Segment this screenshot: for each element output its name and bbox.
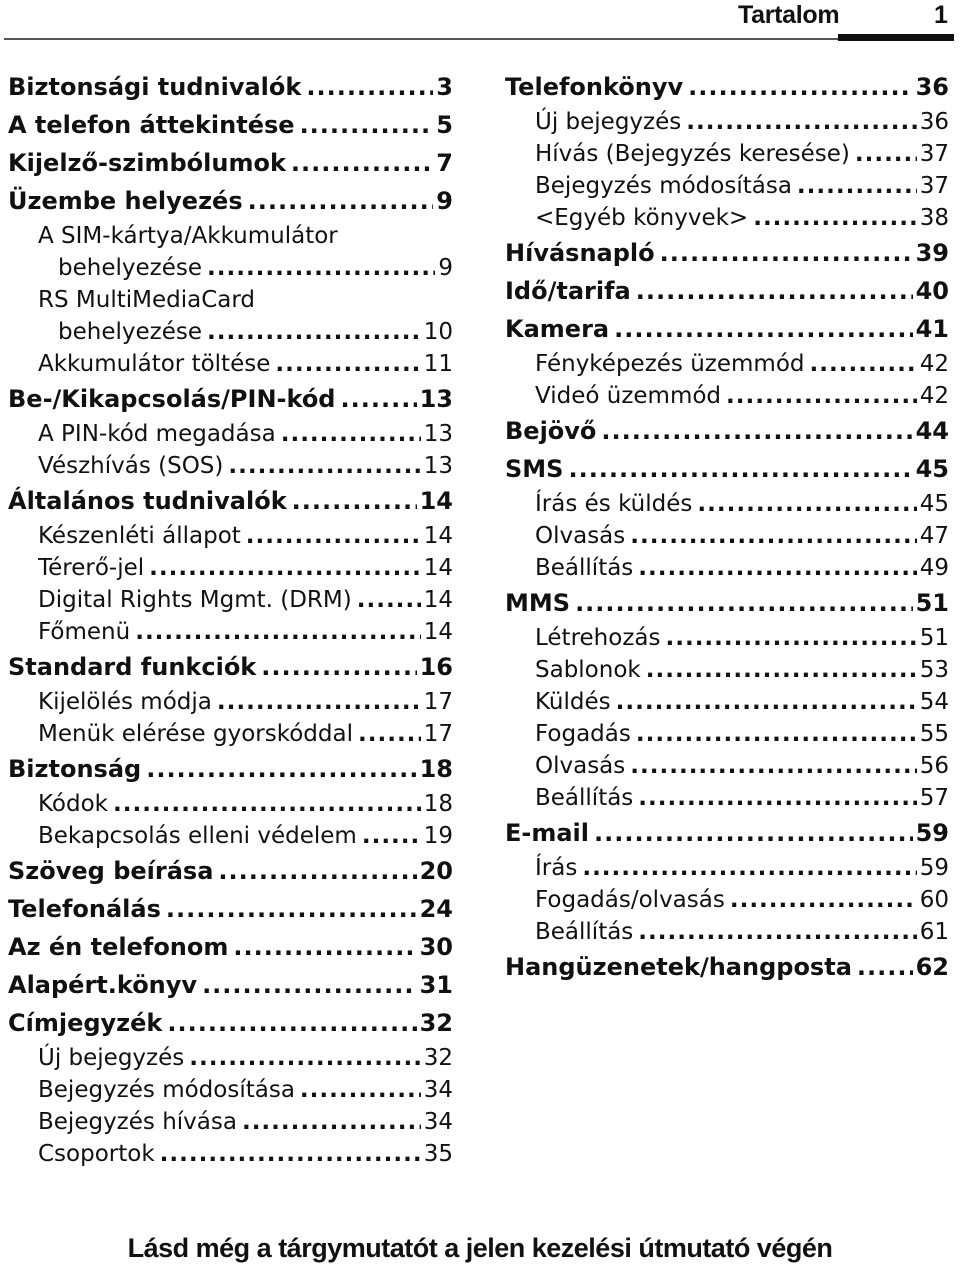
dot-leader <box>638 916 916 948</box>
toc-entry[interactable] <box>8 182 453 220</box>
toc-entry[interactable] <box>505 310 949 348</box>
dot-leader <box>594 814 913 852</box>
toc-entry[interactable] <box>8 68 453 106</box>
dot-leader <box>300 1074 421 1106</box>
toc-page-number: 57 <box>919 785 949 811</box>
toc-entry[interactable] <box>8 750 453 788</box>
toc-page-number: 16 <box>419 653 453 681</box>
toc-entry-title: Küldés <box>535 689 611 715</box>
toc-entry-title: MMS <box>505 589 571 617</box>
dot-leader <box>275 348 420 380</box>
toc-page-number: 11 <box>423 351 453 377</box>
dot-leader <box>686 106 916 138</box>
toc-page-number: 36 <box>919 109 949 135</box>
section-title: Tartalom <box>738 1 840 29</box>
dot-leader <box>797 170 917 202</box>
dot-leader <box>149 552 421 584</box>
dot-leader <box>340 380 416 418</box>
toc-entry[interactable] <box>8 648 453 686</box>
dot-leader <box>616 686 917 718</box>
toc-entry[interactable] <box>8 890 453 928</box>
toc-entry-title: Menük elérése gyorskóddal <box>38 721 353 747</box>
toc-page-number: 9 <box>436 187 453 215</box>
toc-entry[interactable] <box>8 852 453 890</box>
toc-entry-title: Üzembe helyezés <box>8 187 243 215</box>
toc-page-number: 53 <box>919 657 949 683</box>
toc-page-number: 42 <box>919 383 949 409</box>
toc-entry-title: Sablonok <box>535 657 641 683</box>
toc-entry-title: Hívás (Bejegyzés keresése) <box>535 141 850 167</box>
toc-entry-title: SMS <box>505 455 564 483</box>
toc-entry-title: Biztonsági tudnivalók <box>8 73 302 101</box>
toc-page-number: 60 <box>919 887 949 913</box>
dot-leader <box>575 584 913 622</box>
dot-leader <box>726 380 917 412</box>
toc-entry[interactable] <box>505 814 949 852</box>
dot-leader <box>688 68 912 106</box>
dot-leader <box>167 1004 416 1042</box>
dot-leader <box>135 616 421 648</box>
toc-entry[interactable] <box>8 616 453 648</box>
dot-leader <box>855 138 917 170</box>
toc-entry-title: Telefonálás <box>8 895 161 923</box>
toc-page-number: 56 <box>919 753 949 779</box>
toc-entry[interactable] <box>505 450 949 488</box>
toc-page-number: 31 <box>419 971 453 999</box>
toc-entry-title: Bejegyzés módosítása <box>535 173 792 199</box>
dot-leader <box>753 202 917 234</box>
index-reference-note: Lásd még a tárgymutatót a jelen kezelési útmutató végén <box>127 1233 833 1263</box>
toc-page-number: 36 <box>915 73 949 101</box>
toc-entry[interactable] <box>8 820 453 852</box>
toc-entry[interactable] <box>505 234 949 272</box>
dot-leader <box>261 648 416 686</box>
toc-page-number: 3 <box>436 73 453 101</box>
toc-page-number: 51 <box>915 589 949 617</box>
toc-entry-title: Új bejegyzés <box>38 1045 185 1071</box>
toc-entry[interactable] <box>505 622 949 654</box>
toc-page-number: 10 <box>423 319 453 345</box>
toc-entry-title: <Egyéb könyvek> <box>535 205 749 231</box>
toc-entry-title: Létrehozás <box>535 625 661 651</box>
toc-entry-title: Olvasás <box>535 753 626 779</box>
dot-leader <box>568 450 912 488</box>
toc-page-number: 14 <box>423 555 453 581</box>
dot-leader <box>217 686 421 718</box>
toc-entry-title: Szöveg beírása <box>8 857 214 885</box>
toc-entry-title: Olvasás <box>535 523 626 549</box>
toc-entry[interactable] <box>505 106 949 138</box>
toc-entry[interactable] <box>8 1106 453 1138</box>
dot-leader <box>660 234 913 272</box>
toc-entry[interactable] <box>8 686 453 718</box>
dot-leader <box>202 966 417 1004</box>
toc-page-number: 34 <box>423 1109 453 1135</box>
toc-entry[interactable] <box>8 450 453 482</box>
toc-page-number: 13 <box>423 453 453 479</box>
toc-left-column <box>8 68 453 1170</box>
toc-page-number: 13 <box>423 421 453 447</box>
dot-leader <box>207 316 421 348</box>
dot-leader <box>207 252 435 284</box>
dot-leader <box>636 718 917 750</box>
toc-page-number: 14 <box>423 587 453 613</box>
toc-entry-title: Fogadás/olvasás <box>535 887 725 913</box>
toc-page-number: 17 <box>423 721 453 747</box>
toc-entry-title: Új bejegyzés <box>535 109 682 135</box>
toc-entry[interactable] <box>8 380 453 418</box>
dot-leader <box>246 520 421 552</box>
toc-entry-title: Hangüzenetek/hangposta <box>505 953 852 981</box>
toc-entry[interactable] <box>505 68 949 106</box>
toc-entry-title: Akkumulátor töltése <box>38 351 271 377</box>
toc-entry[interactable] <box>8 928 453 966</box>
toc-page-number: 14 <box>423 619 453 645</box>
toc-page-number: 19 <box>423 823 453 849</box>
dot-leader <box>665 622 916 654</box>
toc-entry-title: RS MultiMediaCard <box>38 287 255 313</box>
toc-page-number: 55 <box>919 721 949 747</box>
toc-page-number: 39 <box>915 239 949 267</box>
toc-page-number: 62 <box>915 953 949 981</box>
toc-entry[interactable] <box>505 138 949 170</box>
dot-leader <box>697 488 916 520</box>
toc-page-number: 38 <box>919 205 949 231</box>
toc-entry[interactable] <box>505 552 949 584</box>
toc-entry-title: Kódok <box>38 791 108 817</box>
toc-entry[interactable] <box>8 552 453 584</box>
toc-page-number: 47 <box>919 523 949 549</box>
toc-entry-title: Bejegyzés módosítása <box>38 1077 295 1103</box>
dot-leader <box>630 520 916 552</box>
dot-leader <box>160 1138 421 1170</box>
toc-entry[interactable] <box>505 686 949 718</box>
dot-leader <box>281 418 421 450</box>
toc-entry-title: Kijelző-szimbólumok <box>8 149 286 177</box>
toc-entry-title: Főmenü <box>38 619 131 645</box>
toc-page-number: 49 <box>919 555 949 581</box>
dot-leader <box>638 782 916 814</box>
toc-entry[interactable] <box>8 1042 453 1074</box>
toc-page-number: 34 <box>423 1077 453 1103</box>
dot-leader <box>218 852 416 890</box>
toc-entry-title: Térerő-jel <box>38 555 145 581</box>
header-rule-accent <box>838 34 954 41</box>
dot-leader <box>857 948 913 986</box>
dot-leader <box>646 654 917 686</box>
toc-page-number: 54 <box>919 689 949 715</box>
dot-leader <box>358 718 421 750</box>
toc-entry[interactable] <box>505 202 949 234</box>
toc-entry[interactable] <box>505 948 949 986</box>
toc-page-number: 13 <box>419 385 453 413</box>
toc-entry[interactable] <box>505 520 949 552</box>
toc-page-number: 59 <box>915 819 949 847</box>
toc-entry[interactable] <box>8 252 453 284</box>
dot-leader <box>630 750 916 782</box>
dot-leader <box>730 884 917 916</box>
toc-entry-title: Írás <box>535 855 578 881</box>
toc-page-number: 32 <box>423 1045 453 1071</box>
toc-page-number: 51 <box>919 625 949 651</box>
toc-entry-title: Be-/Kikapcsolás/PIN-kód <box>8 385 336 413</box>
dot-leader <box>292 482 417 520</box>
toc-entry-title: A PIN-kód megadása <box>38 421 276 447</box>
dot-leader <box>601 412 912 450</box>
toc-page-number: 59 <box>919 855 949 881</box>
toc-entry-title: Beállítás <box>535 785 634 811</box>
toc-entry[interactable] <box>8 482 453 520</box>
toc-entry-title: Standard funkciók <box>8 653 257 681</box>
toc-page-number: 35 <box>423 1141 453 1167</box>
toc-entry[interactable] <box>8 284 453 316</box>
toc-entry[interactable] <box>505 852 949 884</box>
toc-page-number: 9 <box>438 255 453 281</box>
toc-entry[interactable] <box>8 584 453 616</box>
toc-page-number: 45 <box>919 491 949 517</box>
toc-page-number: 7 <box>436 149 453 177</box>
dot-leader <box>146 750 416 788</box>
toc-entry[interactable] <box>505 916 949 948</box>
toc-entry[interactable] <box>8 220 453 252</box>
toc-page-number: 61 <box>919 919 949 945</box>
toc-entry[interactable] <box>8 348 453 380</box>
page-header <box>0 0 960 46</box>
toc-entry-title: Beállítás <box>535 555 634 581</box>
toc-right-column <box>505 68 949 986</box>
toc-page-number: 45 <box>915 455 949 483</box>
toc-page-number: 30 <box>419 933 453 961</box>
dot-leader <box>291 144 433 182</box>
dot-leader <box>189 1042 420 1074</box>
toc-page-number: 42 <box>919 351 949 377</box>
toc-page-number: 14 <box>423 523 453 549</box>
toc-entry-title: A SIM-kártya/Akkumulátor <box>38 223 338 249</box>
toc-entry[interactable] <box>505 884 949 916</box>
toc-entry[interactable] <box>505 718 949 750</box>
toc-entry-title: Hívásnapló <box>505 239 655 267</box>
dot-leader <box>636 272 913 310</box>
toc-page-number: 44 <box>915 417 949 445</box>
toc-entry-title: Készenléti állapot <box>38 523 241 549</box>
toc-entry-title: behelyezése <box>58 255 202 281</box>
dot-leader <box>166 890 417 928</box>
toc-entry-title: Kijelölés módja <box>38 689 212 715</box>
toc-page-number: 14 <box>419 487 453 515</box>
toc-entry-title: Fogadás <box>535 721 631 747</box>
toc-entry[interactable] <box>505 272 949 310</box>
toc-entry[interactable] <box>8 1004 453 1042</box>
toc-entry[interactable] <box>8 966 453 1004</box>
toc-entry[interactable] <box>505 782 949 814</box>
toc-entry[interactable] <box>505 750 949 782</box>
header-rule <box>4 38 838 40</box>
toc-entry-title: Digital Rights Mgmt. (DRM) <box>38 587 352 613</box>
toc-entry-title: Vészhívás (SOS) <box>38 453 224 479</box>
toc-page-number: 18 <box>423 791 453 817</box>
toc-entry-title: Bekapcsolás elleni védelem <box>38 823 357 849</box>
toc-entry[interactable] <box>8 144 453 182</box>
dot-leader <box>228 450 420 482</box>
toc-entry-title: Biztonság <box>8 755 142 783</box>
toc-page-number: 41 <box>915 315 949 343</box>
dot-leader <box>357 584 421 616</box>
toc-entry-title: A telefon áttekintése <box>8 111 295 139</box>
toc-entry[interactable] <box>505 380 949 412</box>
toc-page-number: 32 <box>419 1009 453 1037</box>
dot-leader <box>810 348 917 380</box>
toc-entry[interactable] <box>8 520 453 552</box>
toc-entry[interactable] <box>505 584 949 622</box>
dot-leader <box>582 852 916 884</box>
toc-entry-title: Idő/tarifa <box>505 277 631 305</box>
toc-entry-title: Írás és küldés <box>535 491 693 517</box>
toc-entry-title: E-mail <box>505 819 590 847</box>
toc-page-number: 37 <box>919 173 949 199</box>
toc-page-number: 18 <box>419 755 453 783</box>
toc-page-number: 40 <box>915 277 949 305</box>
toc-page-number: 24 <box>419 895 453 923</box>
toc-entry-title: Csoportok <box>38 1141 155 1167</box>
dot-leader <box>233 928 416 966</box>
toc-entry-title: Videó üzemmód <box>535 383 722 409</box>
toc-page-number: 20 <box>419 857 453 885</box>
dot-leader <box>638 552 916 584</box>
dot-leader <box>614 310 912 348</box>
toc-entry[interactable] <box>8 1074 453 1106</box>
toc-entry-title: Az én telefonom <box>8 933 229 961</box>
toc-entry[interactable] <box>8 788 453 820</box>
toc-entry-title: Címjegyzék <box>8 1009 163 1037</box>
toc-entry-title: Bejövő <box>505 417 597 445</box>
toc-entry-title: Kamera <box>505 315 610 343</box>
toc-entry[interactable] <box>8 1138 453 1170</box>
dot-leader <box>242 1106 421 1138</box>
dot-leader <box>113 788 421 820</box>
toc-entry-title: Alapért.könyv <box>8 971 198 999</box>
toc-entry[interactable] <box>8 718 453 750</box>
toc-entry-title: Általános tudnivalók <box>8 487 287 515</box>
toc-entry-title: Fényképezés üzemmód <box>535 351 805 377</box>
toc-entry[interactable] <box>505 654 949 686</box>
toc-page-number: 5 <box>436 111 453 139</box>
toc-entry-title: behelyezése <box>58 319 202 345</box>
dot-leader <box>362 820 421 852</box>
toc-entry[interactable] <box>505 170 949 202</box>
toc-entry[interactable] <box>505 412 949 450</box>
toc-entry[interactable] <box>8 316 453 348</box>
toc-entry-title: Telefonkönyv <box>505 73 684 101</box>
toc-entry[interactable] <box>8 106 453 144</box>
dot-leader <box>300 106 434 144</box>
page-number: 1 <box>934 1 948 29</box>
toc-entry[interactable] <box>8 418 453 450</box>
toc-page-number: 17 <box>423 689 453 715</box>
toc-entry-title: Bejegyzés hívása <box>38 1109 237 1135</box>
toc-entry[interactable] <box>505 348 949 380</box>
toc-entry[interactable] <box>505 488 949 520</box>
toc-entry-title: Beállítás <box>535 919 634 945</box>
toc-page-number: 37 <box>919 141 949 167</box>
dot-leader <box>306 68 433 106</box>
dot-leader <box>248 182 434 220</box>
